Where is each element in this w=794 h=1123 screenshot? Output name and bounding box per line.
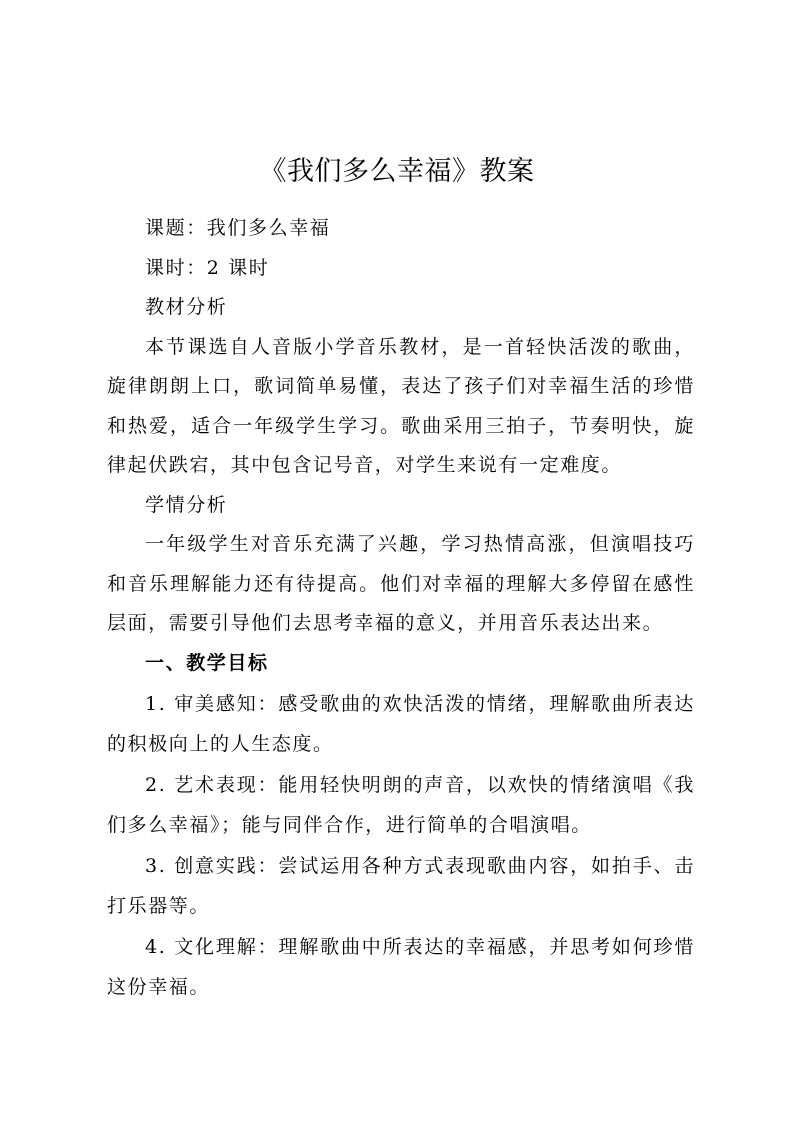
document-body (107, 209, 695, 1007)
material-heading: 教材分析 (145, 296, 228, 318)
learner-paragraph: 一年级学生对音乐充满了兴趣，学习热情高涨，但演唱技巧和音乐理解能力还有待提高。他们对幸福的理解大多停留在感性层面，需要引导他们去思考幸福的意义，并用音乐表达出来。 (107, 533, 695, 634)
document-title: 《我们多么幸福》教案 (259, 156, 535, 187)
goal-item-3: 3. 创意实践：尝试运用各种方式表现歌曲内容，如拍手、击打乐器等。 (107, 855, 695, 917)
goal-item-2: 2. 艺术表现：能用轻快明朗的声音，以欢快的情绪演唱《我们多么幸福》；能与同伴合作，进行简单的合唱演唱。 (107, 774, 695, 836)
goals-heading: 一、教学目标 (145, 651, 269, 674)
topic-line: 课题：我们多么幸福 (145, 217, 331, 239)
goal-item-4: 4. 文化理解：理解歌曲中所表达的幸福感，并思考如何珍惜这份幸福。 (107, 936, 695, 998)
goal-item-1: 1. 审美感知：感受歌曲的欢快活泼的情绪，理解歌曲所表达的积极向上的人生态度。 (107, 693, 695, 755)
material-paragraph: 本节课选自人音版小学音乐教材，是一首轻快活泼的歌曲，旋律朗朗上口，歌词简单易懂，表达了孩子们对幸福生活的珍惜和热爱，适合一年级学生学习。歌曲采用三拍子，节奏明快，旋律起伏跌宕，其中包含记号音，对学生来说有一定难度。 (107, 335, 695, 476)
learner-heading: 学情分析 (145, 493, 228, 516)
hours-line: 课时：2 课时 (145, 256, 270, 279)
